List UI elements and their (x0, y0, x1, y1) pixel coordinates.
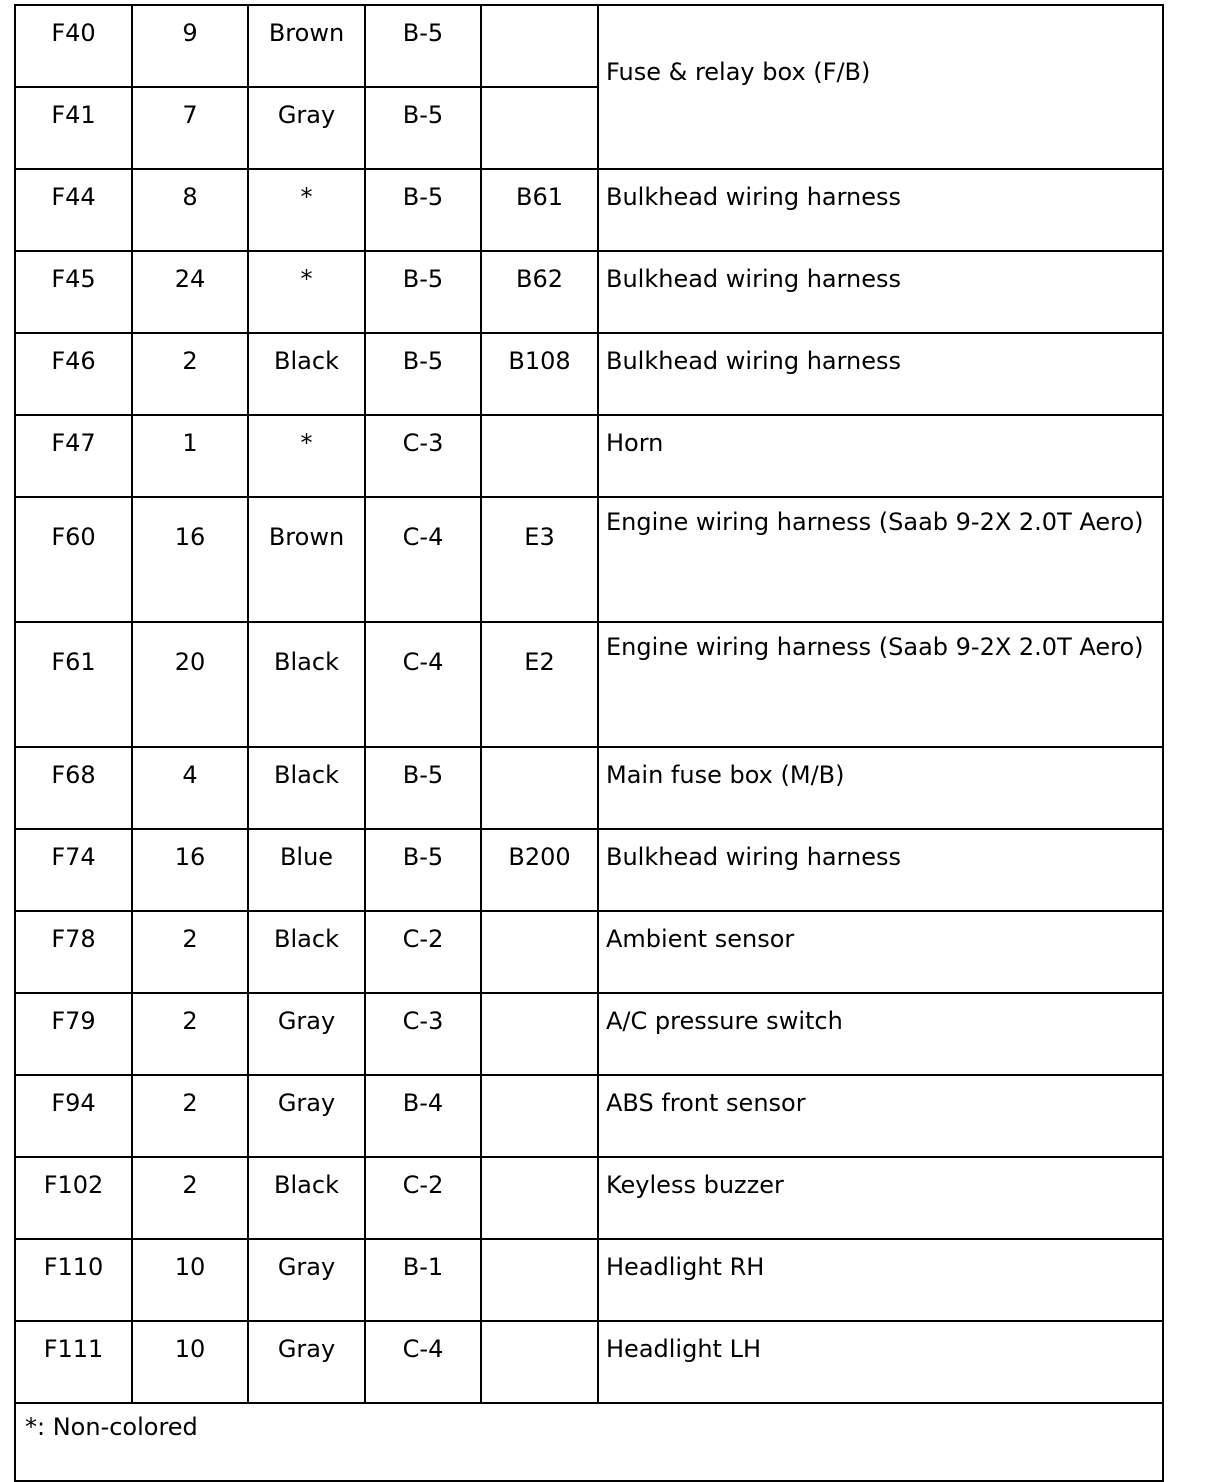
description-cell: ABS front sensor (598, 1075, 1163, 1157)
connector-cell: F60 (15, 497, 132, 622)
description-cell: Keyless buzzer (598, 1157, 1163, 1239)
pins-cell: 2 (132, 333, 248, 415)
connector-cell: F78 (15, 911, 132, 993)
pins-cell: 4 (132, 747, 248, 829)
pins-cell: 10 (132, 1239, 248, 1321)
pins-cell: 16 (132, 829, 248, 911)
location-cell: C-4 (365, 1321, 481, 1403)
connector-cell: F61 (15, 622, 132, 747)
description-cell: Fuse & relay box (F/B) (598, 5, 1163, 169)
connector-cell: F110 (15, 1239, 132, 1321)
description-cell: Bulkhead wiring harness (598, 169, 1163, 251)
pins-cell: 2 (132, 1075, 248, 1157)
description-cell: Bulkhead wiring harness (598, 251, 1163, 333)
table-row (15, 1239, 1163, 1321)
ref-cell (481, 5, 598, 87)
pins-cell: 10 (132, 1321, 248, 1403)
location-cell: B-5 (365, 5, 481, 87)
connector-cell: F46 (15, 333, 132, 415)
pins-cell: 7 (132, 87, 248, 169)
pins-cell: 2 (132, 1157, 248, 1239)
description-cell: Bulkhead wiring harness (598, 333, 1163, 415)
table-row (15, 1075, 1163, 1157)
color-cell: Gray (248, 1075, 365, 1157)
location-cell: B-4 (365, 1075, 481, 1157)
table-row (15, 829, 1163, 911)
ref-cell (481, 993, 598, 1075)
location-cell: B-5 (365, 829, 481, 911)
footnote-row (15, 1403, 1163, 1481)
description-cell: A/C pressure switch (598, 993, 1163, 1075)
connector-cell: F79 (15, 993, 132, 1075)
connector-cell: F102 (15, 1157, 132, 1239)
color-cell: Blue (248, 829, 365, 911)
location-cell: B-5 (365, 747, 481, 829)
color-cell: * (248, 415, 365, 497)
table-row (15, 5, 1163, 87)
ref-cell: B200 (481, 829, 598, 911)
connector-cell: F44 (15, 169, 132, 251)
location-cell: B-5 (365, 169, 481, 251)
description-cell: Headlight RH (598, 1239, 1163, 1321)
color-cell: Black (248, 333, 365, 415)
color-cell: * (248, 169, 365, 251)
connector-cell: F45 (15, 251, 132, 333)
color-cell: Black (248, 1157, 365, 1239)
ref-cell: E3 (481, 497, 598, 622)
location-cell: C-4 (365, 497, 481, 622)
color-cell: Black (248, 747, 365, 829)
ref-cell: B61 (481, 169, 598, 251)
description-cell: Headlight LH (598, 1321, 1163, 1403)
connector-cell: F47 (15, 415, 132, 497)
table-row (15, 1321, 1163, 1403)
table-row (15, 251, 1163, 333)
pins-cell: 24 (132, 251, 248, 333)
location-cell: C-3 (365, 993, 481, 1075)
table-row (15, 169, 1163, 251)
connector-cell: F94 (15, 1075, 132, 1157)
table-row (15, 747, 1163, 829)
table-row (15, 333, 1163, 415)
color-cell: Gray (248, 1239, 365, 1321)
connector-cell: F111 (15, 1321, 132, 1403)
footnote: *: Non-colored (15, 1403, 1163, 1481)
location-cell: B-5 (365, 333, 481, 415)
color-cell: Gray (248, 1321, 365, 1403)
color-cell: Brown (248, 497, 365, 622)
pins-cell: 2 (132, 993, 248, 1075)
color-cell: * (248, 251, 365, 333)
location-cell: B-1 (365, 1239, 481, 1321)
color-cell: Gray (248, 87, 365, 169)
table-row (15, 911, 1163, 993)
ref-cell (481, 87, 598, 169)
description-cell: Bulkhead wiring harness (598, 829, 1163, 911)
pins-cell: 1 (132, 415, 248, 497)
table-row (15, 415, 1163, 497)
location-cell: C-4 (365, 622, 481, 747)
location-cell: C-2 (365, 1157, 481, 1239)
ref-cell (481, 1239, 598, 1321)
description-cell: Engine wiring harness (Saab 9-2X 2.0T Aero) (598, 497, 1163, 622)
pins-cell: 8 (132, 169, 248, 251)
connector-cell: F74 (15, 829, 132, 911)
ref-cell: B62 (481, 251, 598, 333)
color-cell: Black (248, 911, 365, 993)
table-row (15, 622, 1163, 747)
pins-cell: 20 (132, 622, 248, 747)
table-row (15, 497, 1163, 622)
pins-cell: 2 (132, 911, 248, 993)
ref-cell (481, 1157, 598, 1239)
color-cell: Black (248, 622, 365, 747)
table-row (15, 993, 1163, 1075)
description-cell: Ambient sensor (598, 911, 1163, 993)
ref-cell (481, 1321, 598, 1403)
ref-cell (481, 911, 598, 993)
ref-cell (481, 747, 598, 829)
description-cell: Main fuse box (M/B) (598, 747, 1163, 829)
color-cell: Gray (248, 993, 365, 1075)
connector-cell: F41 (15, 87, 132, 169)
location-cell: B-5 (365, 87, 481, 169)
color-cell: Brown (248, 5, 365, 87)
pins-cell: 9 (132, 5, 248, 87)
description-cell: Horn (598, 415, 1163, 497)
location-cell: C-2 (365, 911, 481, 993)
ref-cell (481, 415, 598, 497)
connector-cell: F68 (15, 747, 132, 829)
location-cell: C-3 (365, 415, 481, 497)
ref-cell: B108 (481, 333, 598, 415)
ref-cell (481, 1075, 598, 1157)
ref-cell: E2 (481, 622, 598, 747)
connector-cell: F40 (15, 5, 132, 87)
connector-table (14, 4, 1164, 1482)
description-cell: Engine wiring harness (Saab 9-2X 2.0T Aero) (598, 622, 1163, 747)
table-row (15, 1157, 1163, 1239)
location-cell: B-5 (365, 251, 481, 333)
pins-cell: 16 (132, 497, 248, 622)
